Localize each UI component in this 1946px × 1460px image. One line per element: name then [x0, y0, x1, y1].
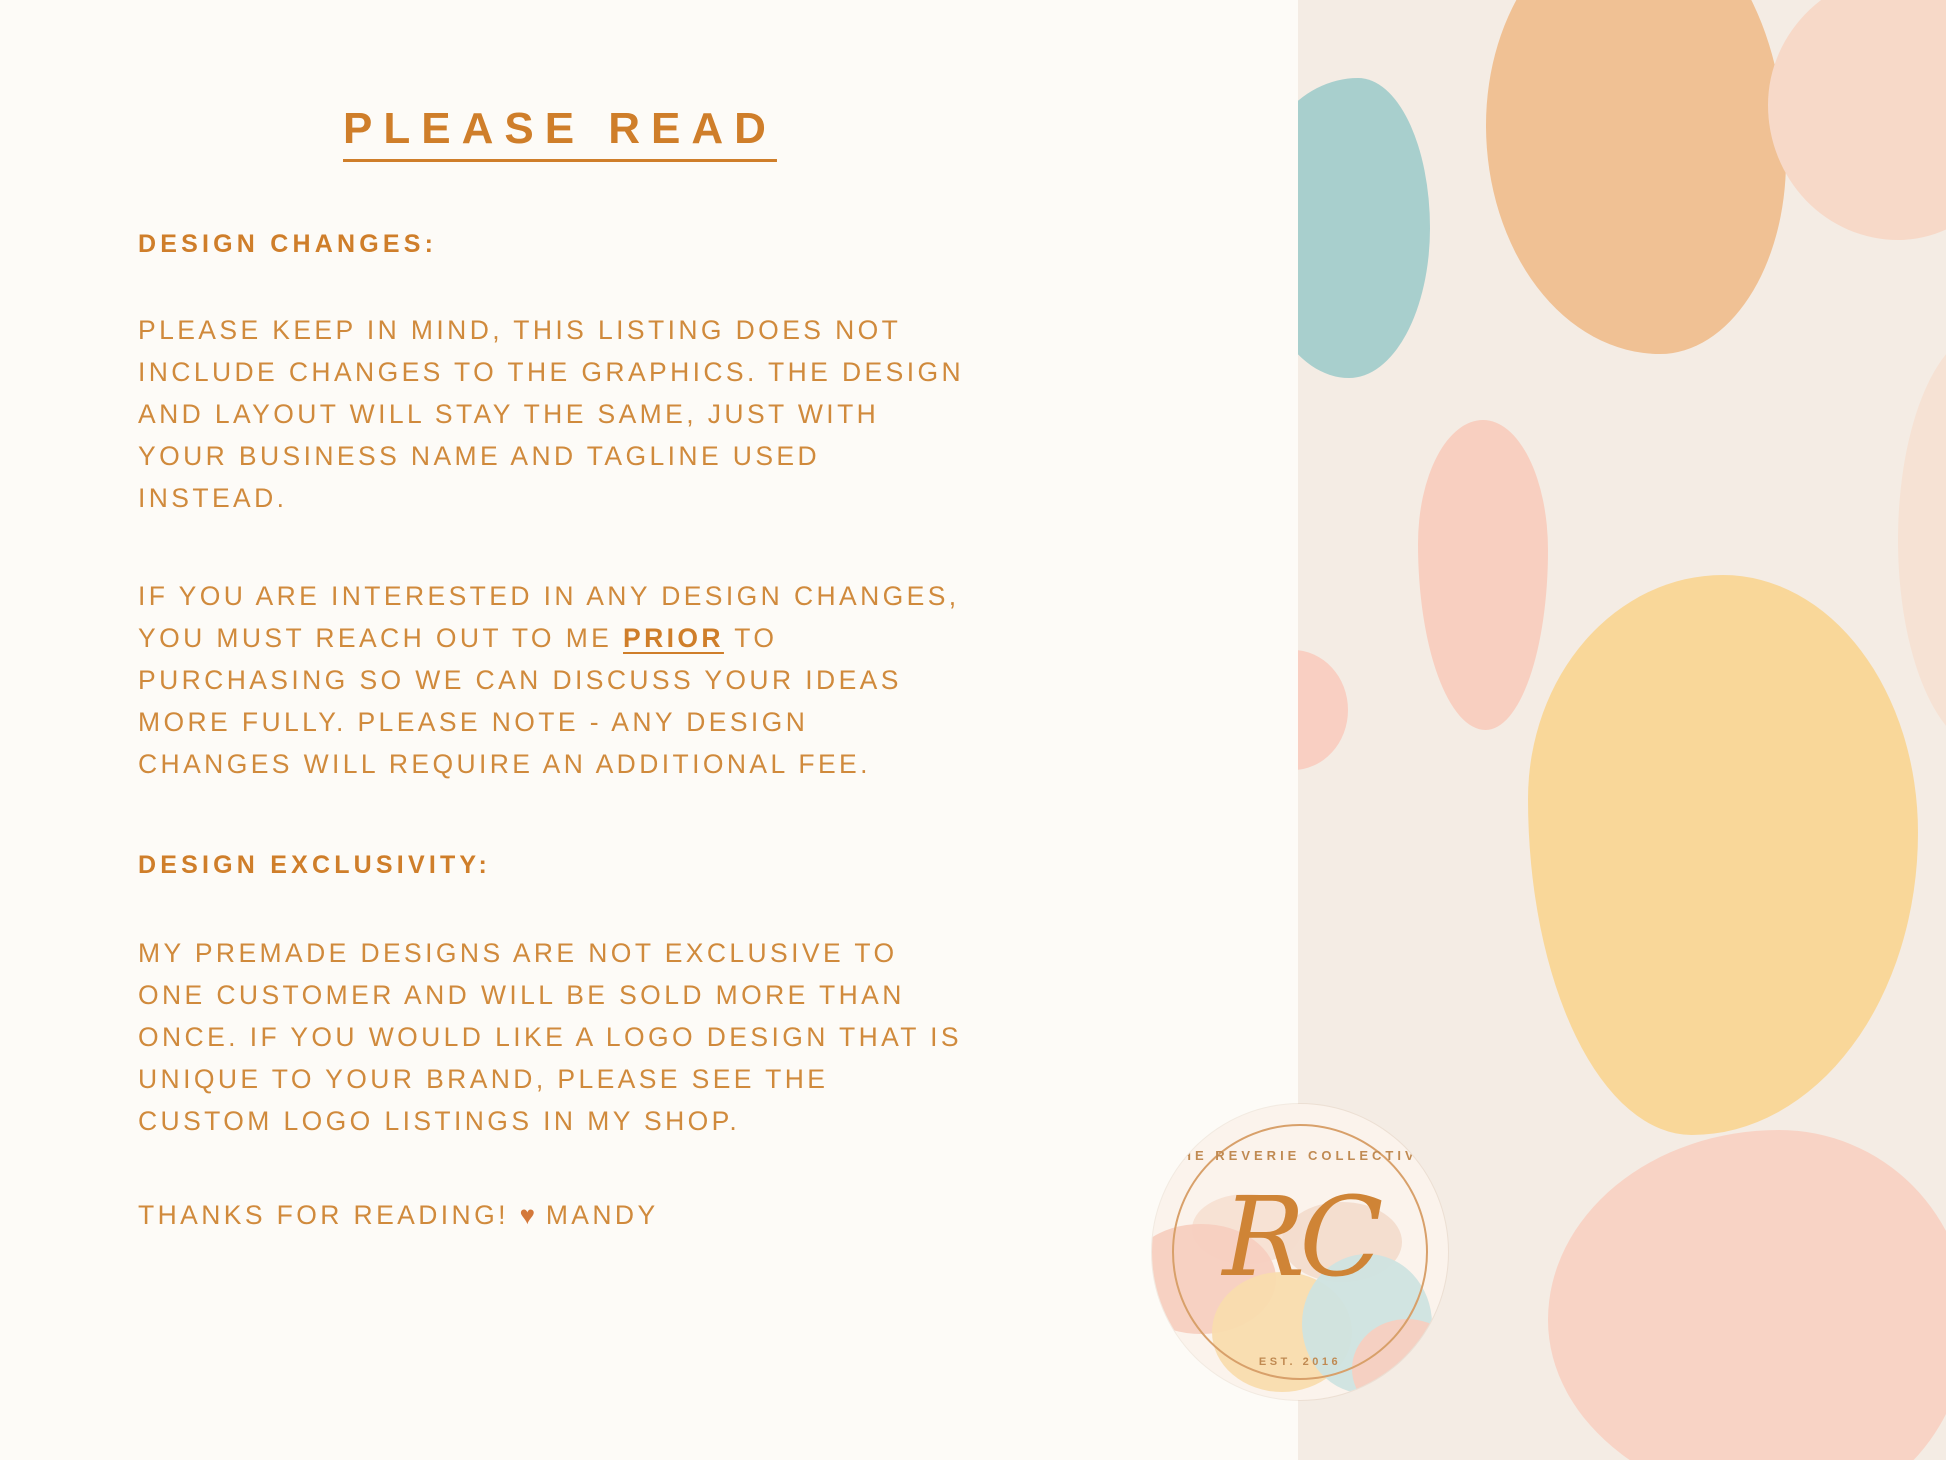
page-title: PLEASE READ — [343, 104, 777, 153]
emphasis-prior: PRIOR — [623, 623, 724, 653]
logo-arc-text: THE REVERIE COLLECTIVE — [1169, 1148, 1431, 1163]
blob-peach-top — [1486, 0, 1786, 354]
blob-pink-bottom — [1548, 1130, 1946, 1460]
paragraph-design-exclusivity-1: MY PREMADE DESIGNS ARE NOT EXCLUSIVE TO ONE CUSTOMER AND WILL BE SOLD MORE THAN ONCE. IF YOU WOULD LIKE A LOGO DESIGN THAT IS UNIQUE TO YOUR BRAND, PLEASE SEE THE CUSTOM LOGO LISTINGS IN MY SHOP. — [138, 938, 963, 1136]
heart-icon: ♥ — [519, 1200, 536, 1230]
signoff-text-after: MANDY — [535, 1200, 659, 1230]
blob-pink-top-right — [1768, 0, 1946, 240]
blob-yellow — [1528, 575, 1918, 1135]
blob-pink-small — [1298, 650, 1348, 770]
blob-cream-right — [1898, 330, 1946, 750]
section-heading-design-changes: DESIGN CHANGES: — [138, 230, 438, 258]
signoff-line — [138, 1194, 968, 1236]
paragraph-design-changes-2 — [138, 575, 968, 785]
logo-established-text: EST. 2016 — [1258, 1356, 1342, 1368]
paragraph-text-before: IF YOU ARE INTERESTED IN ANY DESIGN CHANGES, YOU MUST REACH OUT TO ME — [138, 581, 960, 653]
blob-pink-middle — [1418, 420, 1548, 730]
signoff-text-before: THANKS FOR READING! — [138, 1200, 520, 1230]
paragraph-text-after: TO PURCHASING SO WE CAN DISCUSS YOUR IDEAS MORE FULLY. PLEASE NOTE - ANY DESIGN CHANGES WILL REQUIRE AN ADDITIONAL FEE. — [138, 623, 902, 779]
section-heading-design-exclusivity: DESIGN EXCLUSIVITY: — [138, 851, 491, 879]
blob-teal — [1298, 78, 1430, 378]
logo-monogram: RC — [1222, 1173, 1378, 1301]
logo-badge — [1152, 1104, 1448, 1400]
paragraph-design-changes-1: PLEASE KEEP IN MIND, THIS LISTING DOES NOT INCLUDE CHANGES TO THE GRAPHICS. THE DESIGN AND LAYOUT WILL STAY THE SAME, JUST WITH YOUR BUSINESS NAME AND TAGLINE USED INSTEAD. — [138, 315, 965, 513]
